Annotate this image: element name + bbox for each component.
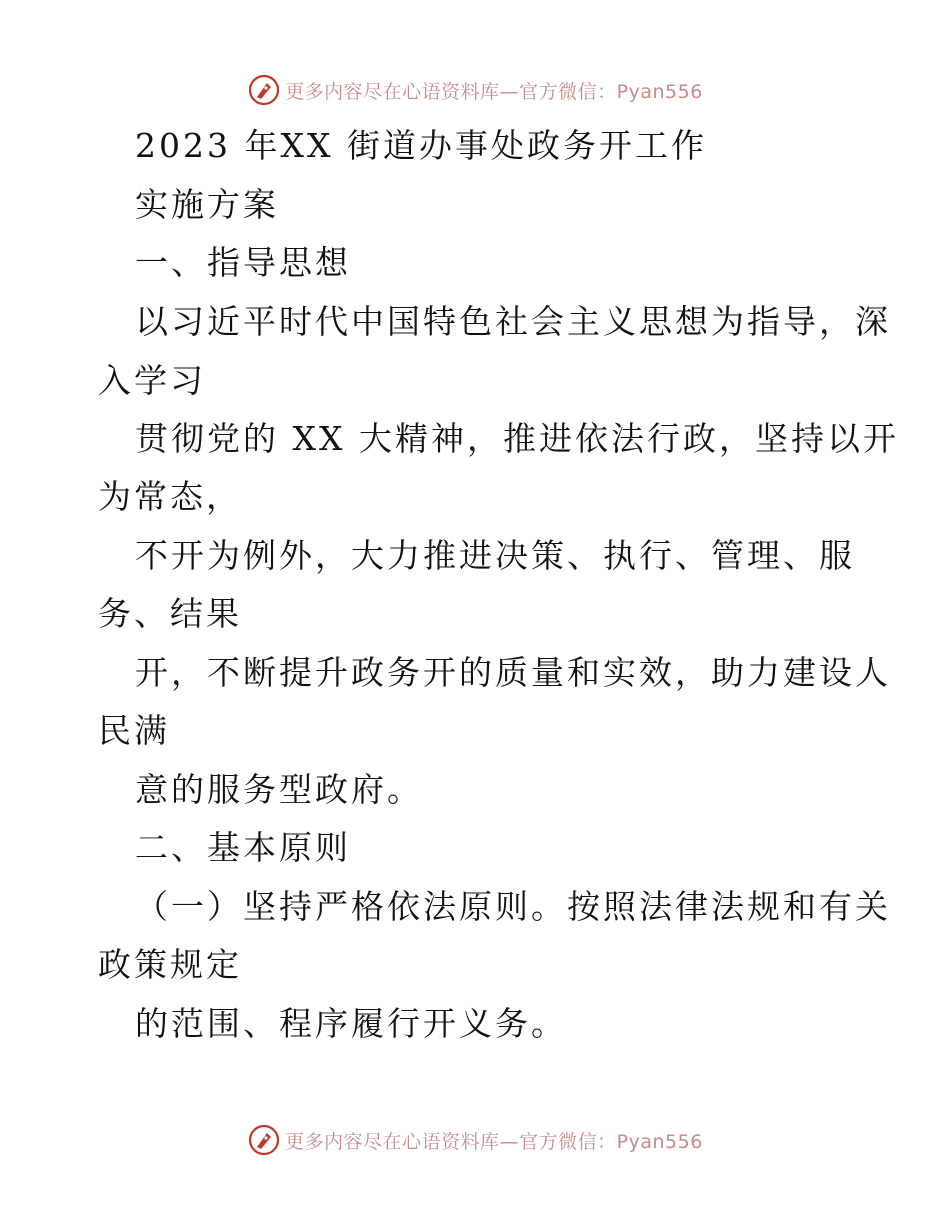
header-watermark bbox=[0, 70, 950, 110]
pen-nib-logo-icon bbox=[247, 1123, 281, 1157]
paragraph-line: 入学习 bbox=[98, 361, 206, 400]
document-title-line-2: 实施方案 bbox=[135, 185, 279, 224]
section-heading-2: 二、基本原则 bbox=[135, 828, 351, 867]
footer-watermark bbox=[0, 1120, 950, 1160]
pen-nib-logo-icon bbox=[247, 73, 281, 107]
paragraph-line: 不开为例外，大力推进决策、执行、管理、服 bbox=[135, 536, 855, 575]
paragraph-line: 的范围、程序履行开义务。 bbox=[135, 1004, 567, 1043]
paragraph-line: （一）坚持严格依法原则。按照法律法规和有关 bbox=[135, 887, 891, 926]
document-title-line-1: 2023 年XX 街道办事处政务开工作 bbox=[135, 126, 707, 165]
section-heading-1: 一、指导思想 bbox=[135, 243, 351, 282]
paragraph-line: 为常态， bbox=[98, 477, 242, 516]
paragraph-line: 以习近平时代中国特色社会主义思想为指导，深 bbox=[135, 302, 891, 341]
paragraph-line: 贯彻党的 XX 大精神，推进依法行政，坚持以开 bbox=[135, 419, 899, 458]
paragraph-line: 民满 bbox=[98, 711, 170, 750]
watermark-text: 更多内容尽在心语资料库—官方微信：Pyan556 bbox=[285, 80, 703, 103]
paragraph-line: 政策规定 bbox=[98, 945, 242, 984]
paragraph-line: 开，不断提升政务开的质量和实效，助力建设人 bbox=[135, 653, 891, 692]
watermark-text: 更多内容尽在心语资料库—官方微信：Pyan556 bbox=[285, 1130, 703, 1153]
paragraph-line: 务、结果 bbox=[98, 594, 242, 633]
paragraph-line: 意的服务型政府。 bbox=[135, 770, 423, 809]
